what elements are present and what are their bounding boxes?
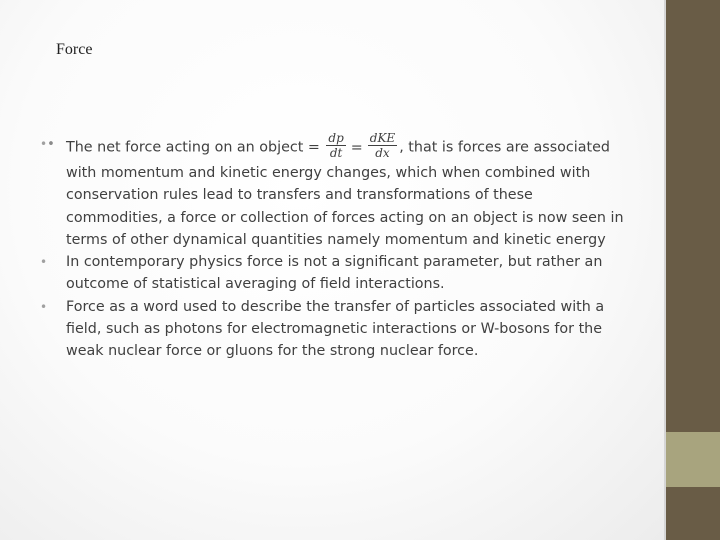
bullet-1-text-after: , that is forces are associated with momentum and kinetic energy changes, which when combined with conservation rules lead to transfers and transformations of these commodities, a force or collection of forces acting on an object is now seen in terms of other dynamical quantities namely momentum and kinetic energy bbox=[66, 139, 624, 248]
bullet-item-3 bbox=[40, 296, 625, 363]
equals-sign: = bbox=[350, 139, 363, 156]
fraction-denominator: dx bbox=[375, 146, 390, 160]
bullet-dot-icon: • bbox=[40, 255, 48, 270]
bullet-item-1 bbox=[40, 133, 625, 251]
bullet-dot-icon: •• bbox=[40, 137, 55, 152]
slide-body bbox=[40, 133, 625, 363]
fraction-dp-dt bbox=[326, 131, 345, 160]
bullet-1-text-before: The net force acting on an object = bbox=[66, 139, 325, 156]
bullet-3-text: Force as a word used to describe the transfer of particles associated with a field, such as photons for electromagnetic interactions or W-bosons for the weak nuclear force or gluons for the strong nuclear force. bbox=[66, 298, 605, 360]
bullet-2-text: In contemporary physics force is not a significant parameter, but rather an outcome of statistical averaging of field interactions. bbox=[66, 254, 603, 293]
fraction-denominator: dt bbox=[329, 146, 343, 160]
fraction-dke-dx bbox=[368, 131, 397, 160]
sidebar-top-block bbox=[666, 0, 720, 432]
bullet-dot-icon: • bbox=[40, 299, 48, 314]
fraction-numerator: dKE bbox=[369, 131, 396, 145]
fraction-numerator: dp bbox=[328, 131, 344, 145]
sidebar-bottom-block bbox=[666, 487, 720, 540]
sidebar-accent-block bbox=[666, 432, 720, 487]
slide-title: Force bbox=[56, 41, 93, 58]
bullet-item-2 bbox=[40, 251, 625, 296]
